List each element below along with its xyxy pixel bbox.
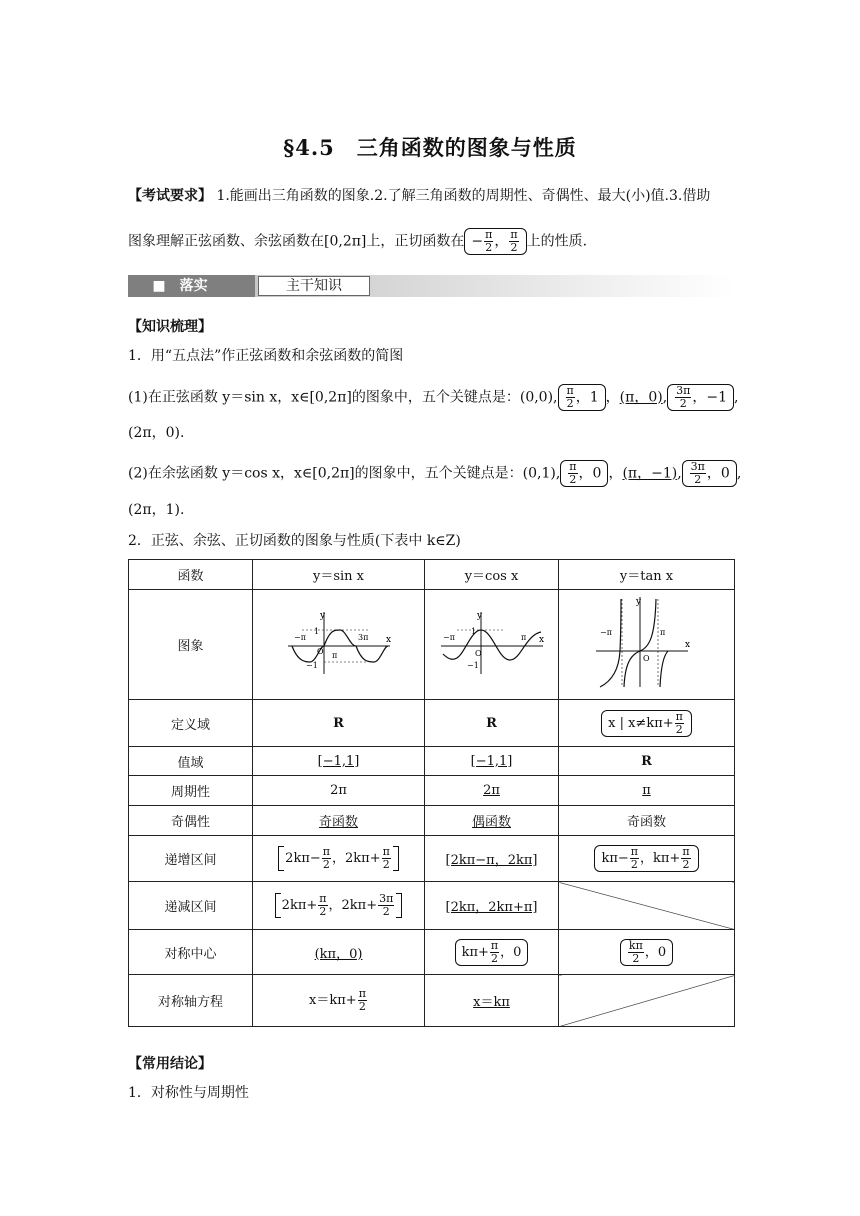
sin-graph xyxy=(253,590,425,700)
svg-text:−π: −π xyxy=(442,632,455,642)
tan-decrease-empty xyxy=(559,882,735,930)
item-1: 1．用“五点法”作正弦函数和余弦函数的简图 xyxy=(128,348,404,364)
section-knowledge: 【知识梳理】 xyxy=(128,319,212,335)
item-2: 2．正弦、余弦、正切函数的图象与性质(下表中 k∈Z) xyxy=(128,533,461,549)
sin-end: (2π，0). xyxy=(128,425,185,441)
svg-text:y: y xyxy=(635,596,641,607)
svg-text:x: x xyxy=(385,634,391,645)
section-conclusions: 【常用结论】 xyxy=(128,1056,212,1072)
svg-text:−π: −π xyxy=(293,632,306,642)
svg-text:1: 1 xyxy=(470,626,476,636)
requirement-label: 【考试要求】 xyxy=(128,188,212,204)
svg-text:O: O xyxy=(316,646,324,656)
banner-right: 主干知识 xyxy=(258,276,370,296)
banner-left: ■ 落实 xyxy=(128,275,255,297)
svg-text:O: O xyxy=(642,653,650,663)
tan-graph xyxy=(559,590,735,700)
item-3: 1．对称性与周期性 xyxy=(128,1085,249,1101)
svg-text:3π: 3π xyxy=(357,632,368,642)
requirement-line2: 图象理解正弦函数、余弦函数在[0,2π]上，正切函数在 − $\frac{\pi}{2}$ ， $\frac{\pi}{2}$ 上的性质. xyxy=(128,228,588,254)
svg-text:−1: −1 xyxy=(305,660,318,670)
svg-text:x: x xyxy=(538,634,544,645)
svg-text:−1: −1 xyxy=(466,660,479,670)
svg-text:1: 1 xyxy=(313,626,319,636)
svg-text:x: x xyxy=(684,639,690,650)
cos-keypoints-line: (2)在余弦函数 y＝cos x，x∈[0,2π]的图象中，五个关键点是：(0,1), $\frac{\pi}{2}$ ，0 ，(π，−1), $\frac{3\pi}{2}$ ，0 , xyxy=(128,460,742,486)
sin-keypoints-line: (1)在正弦函数 y＝sin x，x∈[0,2π]的图象中，五个关键点是：(0,0), $\frac{\pi}{2}$ ，1 ，(π，0), $\frac{3\pi}{2}$ ，−1 , xyxy=(128,384,739,410)
section-banner xyxy=(128,275,734,297)
svg-text:y: y xyxy=(319,610,325,621)
trig-properties-table: 函数 y＝sin x y＝cos x y＝tan x 图象 y x 1 O −π 3π π −1 y x 1 O −π π −1 y x O −π π 定义域 R R x | x≠kπ+ $\frac{\pi}{2}$ 值域 [−1,1] [−1,1] R 周期性 2π 2π π 奇偶性 奇函数 偶函数 奇函数 递增区间 2kπ− $\frac{\pi}{2}$ ，2kπ+ $\frac{\pi}{2}$ [2kπ−π，2kπ] kπ− $\frac{\pi}{2}$ ，kπ+ $\frac{\pi}{2}$ 递减区间 2kπ+ $\frac{\pi}{2}$ ，2kπ+ $\frac{3\pi}{2}$ [2kπ，2kπ+π] 对称中心 (kπ，0) kπ+ $\frac{\pi}{2}$ ，0 $\frac{k\pi}{2}$ ，0 对称轴方程 x＝kπ+ $\frac{\pi}{2}$ x＝kπ xyxy=(128,559,735,1027)
requirement-line1: 【考试要求】 1.能画出三角函数的图象.2.了解三角函数的周期性、奇偶性、最大(小)值.3.借助 xyxy=(128,188,711,204)
cos-graph xyxy=(425,590,559,700)
interval-neg-pi2-pi2: − $\frac{\pi}{2}$ ， $\frac{\pi}{2}$ xyxy=(464,228,526,255)
svg-text:O: O xyxy=(474,648,482,658)
tan-axis-empty xyxy=(559,975,735,1027)
svg-text:π: π xyxy=(659,627,665,637)
svg-text:π: π xyxy=(331,650,337,660)
tan-domain: x | x≠kπ+ $\frac{\pi}{2}$ xyxy=(559,700,735,747)
cos-end: (2π，1). xyxy=(128,502,185,518)
page-title: §4.5 三角函数的图象与性质 xyxy=(283,135,577,160)
svg-text:π: π xyxy=(520,632,526,642)
svg-text:−π: −π xyxy=(599,627,612,637)
svg-text:y: y xyxy=(476,610,482,621)
